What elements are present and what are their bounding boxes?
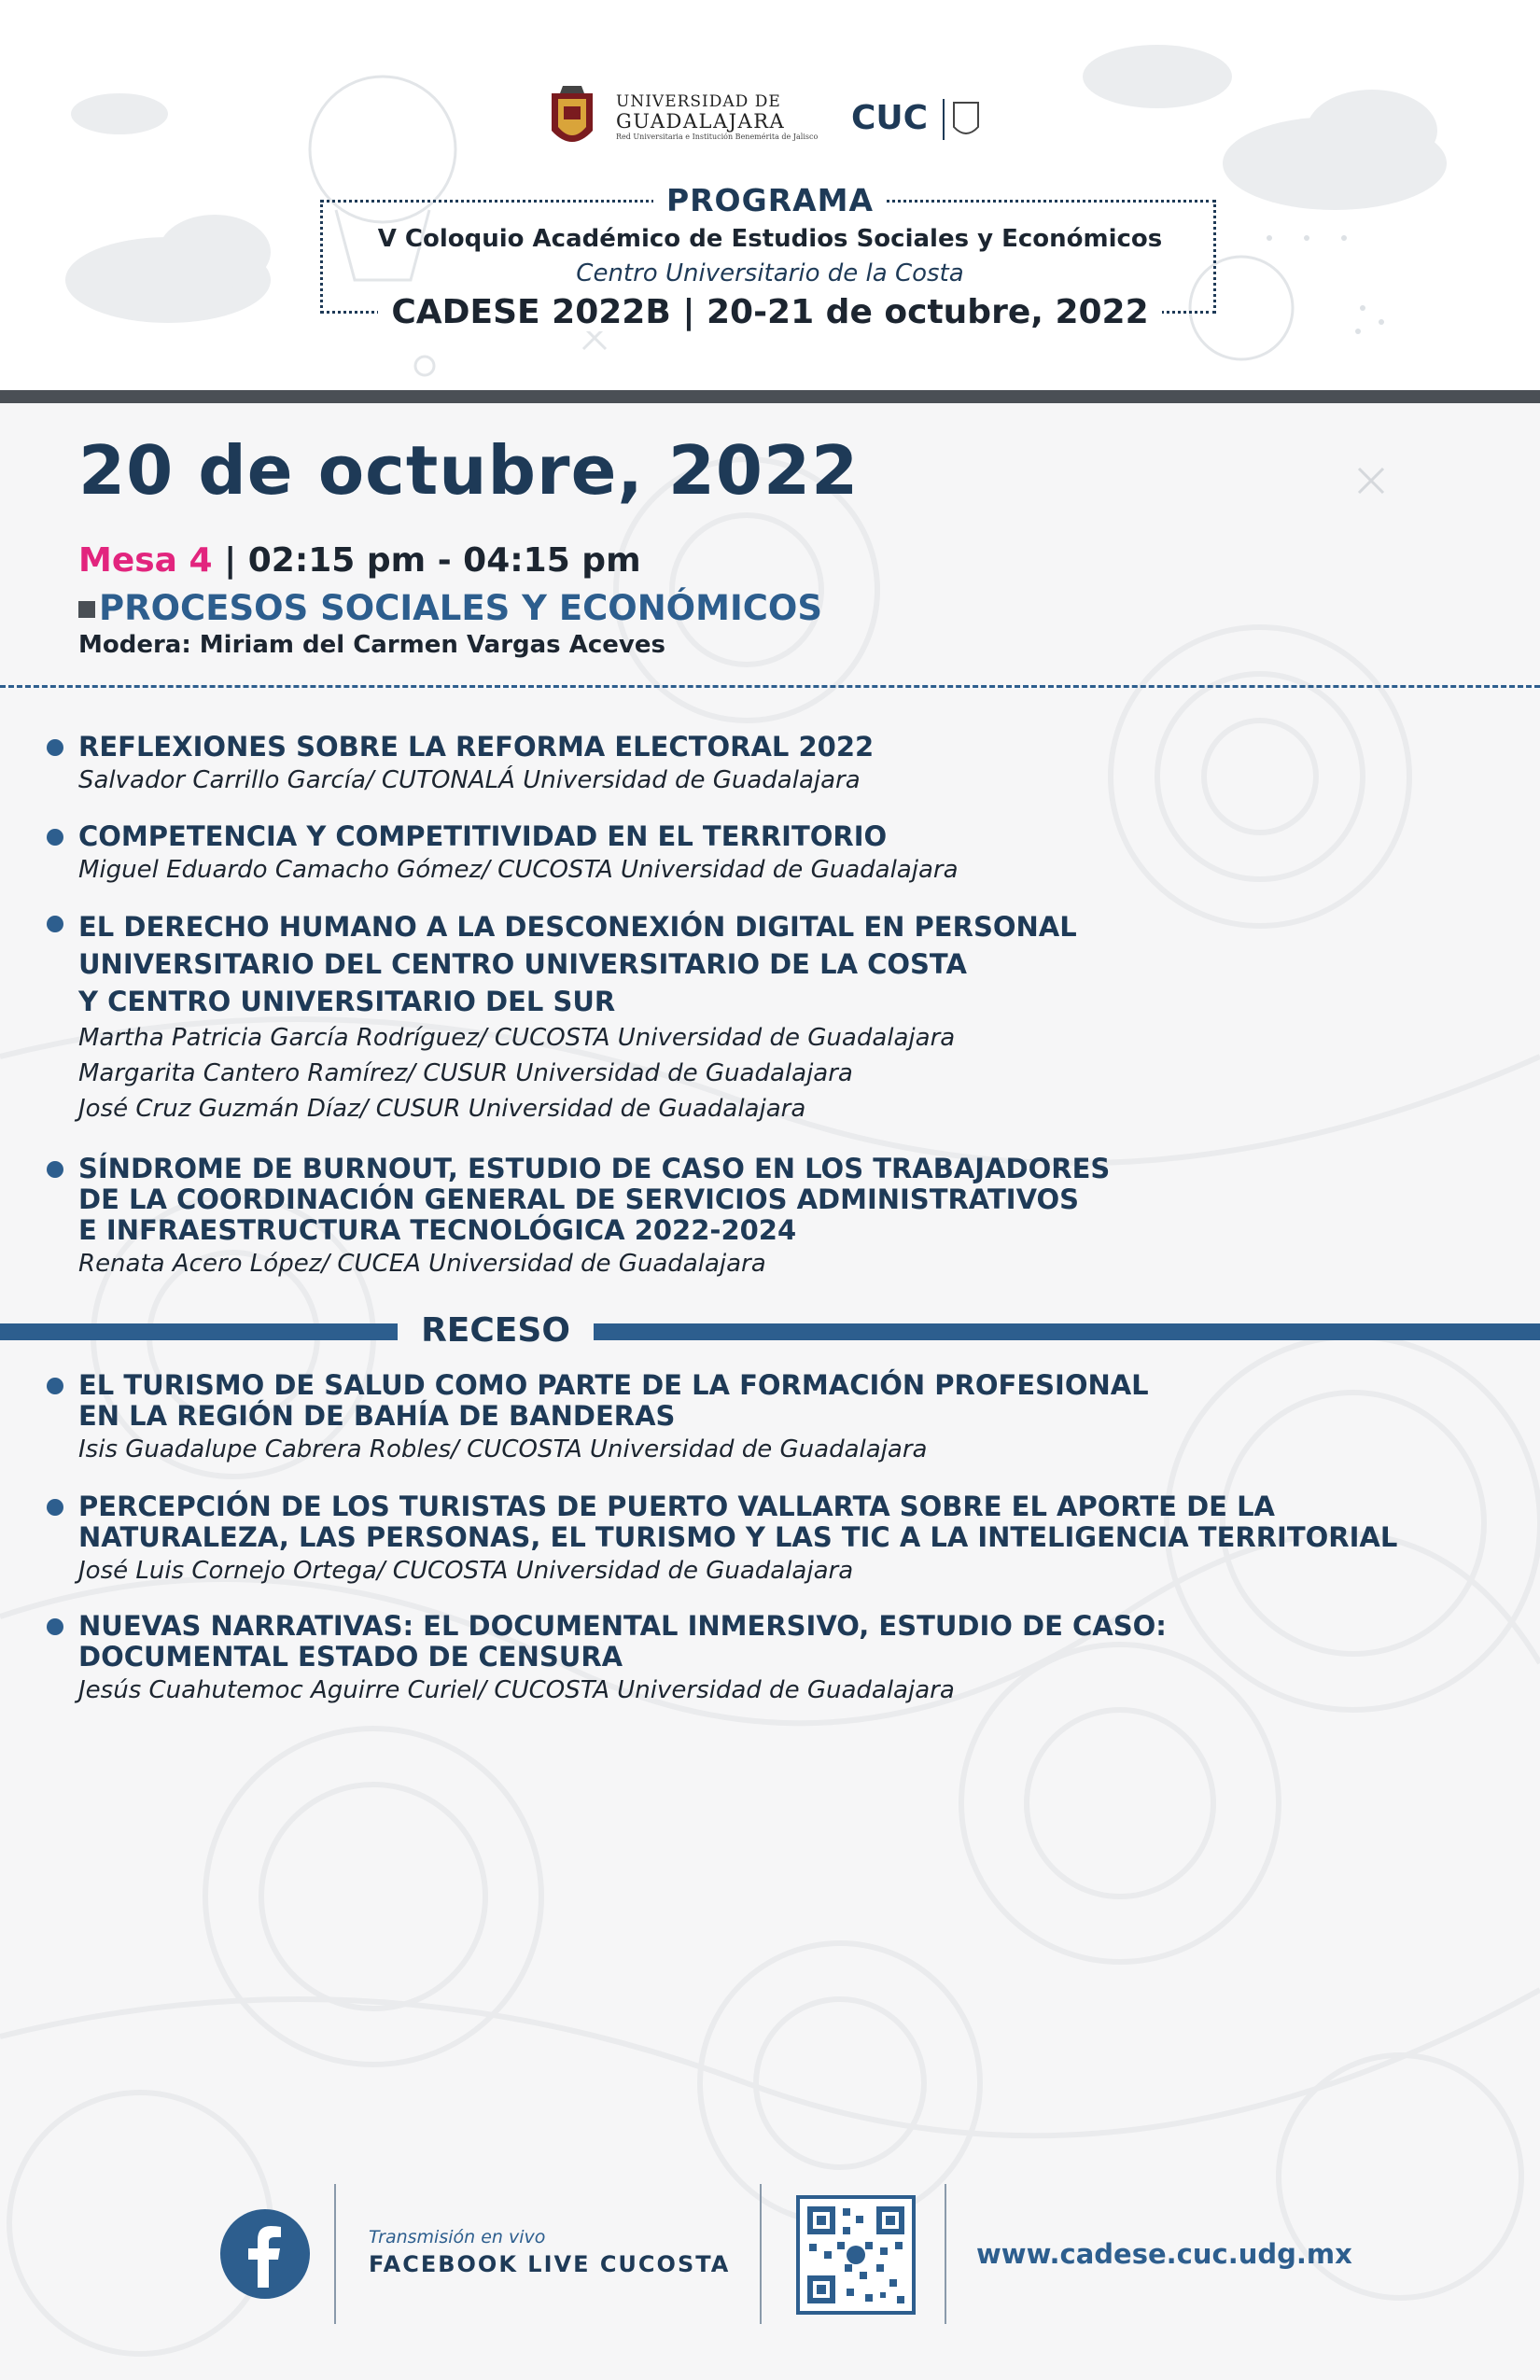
facebook-glyph [220, 2209, 310, 2299]
stream-label: Transmisión en vivo [369, 2227, 546, 2247]
session-line [78, 541, 641, 580]
bullet-icon [47, 916, 63, 932]
recess-bar-right [594, 1323, 1540, 1340]
day-date: 20 de octubre, 2022 [78, 431, 860, 510]
talk-item [78, 732, 874, 798]
program-title [0, 182, 1540, 218]
website-link[interactable]: www.cadese.cuc.udg.mx [976, 2238, 1352, 2270]
talk-author: José Cruz Guzmán Díaz/ CUSUR Universidad de Guadalajara [78, 1095, 806, 1123]
footer-separator [334, 2184, 336, 2324]
header [0, 0, 1540, 390]
talk-title: EL DERECHO HUMANO A LA DESCONEXIÓN DIGITAL EN PERSONAL [78, 911, 1077, 943]
talk-title: DE LA COORDINACIÓN GENERAL DE SERVICIOS ADMINISTRATIVOS [78, 1183, 1080, 1215]
talk-item [78, 1370, 1149, 1467]
udg-line3: Red Universitaria e Institución Benemérita de Jalisco [616, 133, 819, 141]
talk-title: Y CENTRO UNIVERSITARIO DEL SUR [78, 986, 616, 1017]
recess-divider [0, 1312, 1540, 1350]
talk-item [78, 1154, 1110, 1281]
bullet-icon [47, 829, 63, 846]
talk-title: EN LA REGIÓN DE BAHÍA DE BANDERAS [78, 1400, 676, 1432]
logo-row [541, 86, 1008, 161]
talk-author: Jesús Cuahutemoc Aguirre Curiel/ CUCOSTA Universidad de Guadalajara [78, 1676, 955, 1704]
talk-author: Martha Patricia García Rodríguez/ CUCOSTA Universidad de Guadalajara [78, 1024, 956, 1052]
talk-title: COMPETENCIA Y COMPETITIVIDAD EN EL TERRITORIO [78, 820, 888, 852]
udg-wordmark [616, 93, 818, 143]
talk-author: Salvador Carrillo García/ CUTONALÁ Universidad de Guadalajara [78, 766, 861, 794]
bullet-icon [47, 1618, 63, 1635]
stream-name[interactable]: FACEBOOK LIVE CUCOSTA [369, 2251, 731, 2277]
recess-bar-left [0, 1323, 398, 1340]
talk-title: E INFRAESTRUCTURA TECNOLÓGICA 2022-2024 [78, 1214, 797, 1246]
cuc-logo-text: CUC [851, 99, 929, 137]
talk-item [78, 908, 1077, 1127]
bullet-icon [47, 1378, 63, 1394]
event-line [0, 293, 1540, 331]
qr-code-icon[interactable] [796, 2195, 916, 2315]
udg-line2: GUADALAJARA [616, 110, 786, 133]
footer [0, 2175, 1540, 2343]
header-divider [0, 390, 1540, 403]
talk-title: REFLEXIONES SOBRE LA REFORMA ELECTORAL 2022 [78, 731, 875, 763]
moderator: Modera: Miriam del Carmen Vargas Aceves [78, 631, 665, 659]
udg-line1: UNIVERSIDAD DE [616, 92, 781, 111]
talk-title: SÍNDROME DE BURNOUT, ESTUDIO DE CASO EN LOS TRABAJADORES [78, 1153, 1111, 1184]
talk-title: PERCEPCIÓN DE LOS TURISTAS DE PUERTO VALLARTA SOBRE EL APORTE DE LA [78, 1491, 1275, 1522]
talk-author: Isis Guadalupe Cabrera Robles/ CUCOSTA Universidad de Guadalajara [78, 1435, 928, 1463]
talk-author: Margarita Cantero Ramírez/ CUSUR Universidad de Guadalajara [78, 1059, 853, 1087]
talk-item [78, 821, 959, 888]
footer-separator [945, 2184, 946, 2324]
session-label: Mesa 4 [78, 541, 213, 580]
event-label: CADESE 2022B | 20-21 de octubre, 2022 [378, 293, 1161, 331]
talk-item [78, 1611, 1167, 1708]
talk-title: UNIVERSITARIO DEL CENTRO UNIVERSITARIO DE LA COSTA [78, 948, 967, 980]
cuc-logo-icon [849, 93, 989, 149]
square-icon [78, 601, 95, 618]
recess-label: RECESO [421, 1311, 570, 1350]
talk-author: Renata Acero López/ CUCEA Universidad de Guadalajara [78, 1250, 766, 1278]
talk-author: José Luis Cornejo Ortega/ CUCOSTA Universidad de Guadalajara [78, 1557, 854, 1585]
bullet-icon [47, 1161, 63, 1178]
talk-title: NATURALEZA, LAS PERSONAS, EL TURISMO Y LAS TIC A LA INTELIGENCIA TERRITORIAL [78, 1521, 1398, 1553]
talk-title: DOCUMENTAL ESTADO DE CENSURA [78, 1641, 623, 1673]
bullet-icon [47, 1499, 63, 1516]
dashed-divider [0, 685, 1540, 688]
center-name: Centro Universitario de la Costa [576, 259, 964, 287]
colloquium-name: V Coloquio Académico de Estudios Sociales y Económicos [377, 225, 1163, 253]
talk-title: EL TURISMO DE SALUD COMO PARTE DE LA FORMACIÓN PROFESIONAL [78, 1369, 1149, 1401]
section-name: PROCESOS SOCIALES Y ECONÓMICOS [99, 588, 822, 628]
talk-title: NUEVAS NARRATIVAS: EL DOCUMENTAL INMERSIVO, ESTUDIO DE CASO: [78, 1610, 1167, 1642]
bullet-icon [47, 739, 63, 756]
footer-separator [760, 2184, 762, 2324]
facebook-icon[interactable] [220, 2209, 310, 2299]
qr-code-graphic [800, 2199, 912, 2311]
session-time: | 02:15 pm - 04:15 pm [212, 541, 641, 580]
program-label: PROGRAMA [653, 182, 887, 218]
section-title [78, 588, 822, 628]
udg-shield-icon [549, 86, 595, 155]
talk-author: Miguel Eduardo Camacho Gómez/ CUCOSTA Universidad de Guadalajara [78, 856, 959, 884]
talk-item [78, 1491, 1397, 1589]
